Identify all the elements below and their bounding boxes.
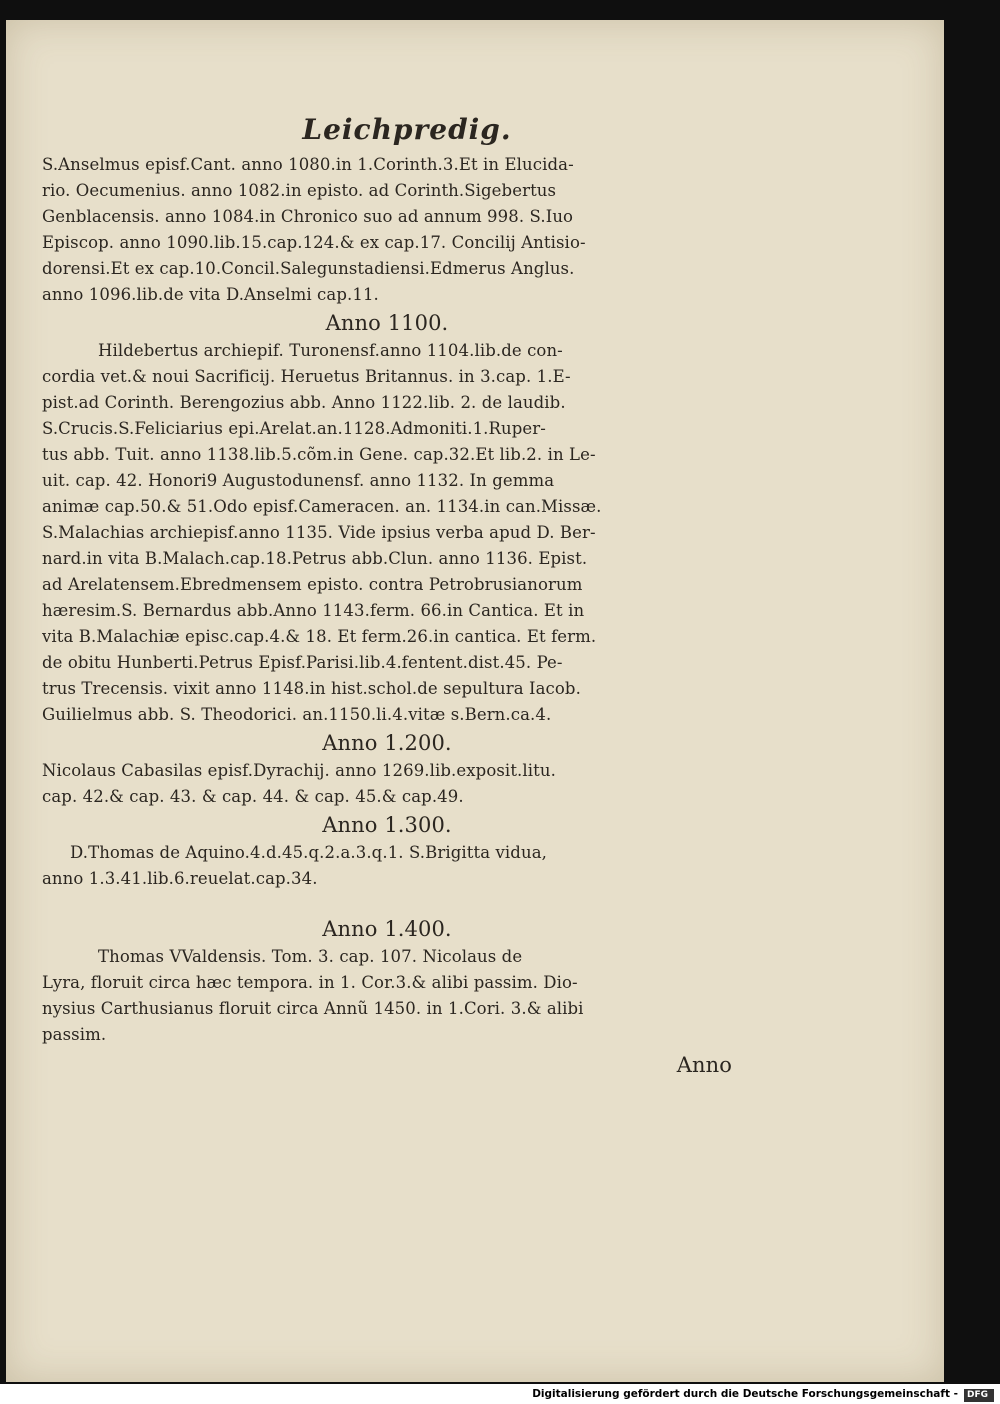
dfg-logo-icon: DFG	[964, 1389, 994, 1402]
text-line: Lyra, floruit circa hæc tempora. in 1. Cor.3.& alibi passim. Dio-	[42, 973, 578, 992]
text-line: Thomas VValdensis. Tom. 3. cap. 107. Nicolaus de	[98, 947, 523, 966]
text-line: Genblacensis. anno 1084.in Chronico suo ad annum 998. S.Iuo	[42, 207, 574, 226]
text-line: hæresim.S. Bernardus abb.Anno 1143.ferm. 66.in Cantica. Et in	[42, 601, 585, 620]
text-line: cap. 42.& cap. 43. & cap. 44. & cap. 45.& cap.49.	[42, 787, 464, 806]
book-page	[6, 20, 944, 1382]
running-head: Leichpredig.	[302, 113, 512, 146]
text-line: de obitu Hunberti.Petrus Episf.Parisi.lib.4.fentent.dist.45. Pe-	[42, 653, 563, 672]
text-line: D.Thomas de Aquino.4.d.45.q.2.a.3.q.1. S.Brigitta vidua,	[70, 843, 547, 862]
text-block-1400	[42, 944, 732, 1048]
text-line: tus abb. Tuit. anno 1138.lib.5.cõm.in Gene. cap.32.Et lib.2. in Le-	[42, 445, 596, 464]
page-text	[42, 110, 732, 1078]
footer-text: Digitalisierung gefördert durch die Deutsche Forschungsgemeinschaft -	[532, 1388, 958, 1400]
text-block-1300	[42, 840, 732, 892]
text-line: uit. cap. 42. Honori9 Augustodunensf. anno 1132. In gemma	[42, 471, 555, 490]
text-line: cordia vet.& noui Sacrificij. Heruetus Britannus. in 3.cap. 1.E-	[42, 367, 571, 386]
text-line: passim.	[42, 1025, 107, 1044]
text-line: Nicolaus Cabasilas episf.Dyrachij. anno 1269.lib.exposit.litu.	[42, 761, 556, 780]
text-line: vita B.Malachiæ episc.cap.4.& 18. Et ferm.26.in cantica. Et ferm.	[42, 627, 597, 646]
text-line: S.Malachias archiepisf.anno 1135. Vide ipsius verba apud D. Ber-	[42, 523, 596, 542]
text-block-1100	[42, 338, 732, 728]
text-line: trus Trecensis. vixit anno 1148.in hist.schol.de sepultura Iacob.	[42, 679, 581, 698]
text-line: Hildebertus archiepif. Turonensf.anno 1104.lib.de con-	[98, 341, 563, 360]
text-line: anno 1.3.41.lib.6.reuelat.cap.34.	[42, 869, 318, 888]
section-heading-1400: Anno 1.400.	[322, 917, 452, 941]
text-line: nard.in vita B.Malach.cap.18.Petrus abb.Clun. anno 1136. Epist.	[42, 549, 588, 568]
digitization-footer	[0, 1384, 1000, 1404]
text-line: S.Anselmus episf.Cant. anno 1080.in 1.Corinth.3.Et in Elucida-	[42, 155, 574, 174]
section-heading-1100: Anno 1100.	[325, 311, 449, 335]
text-line: anno 1096.lib.de vita D.Anselmi cap.11.	[42, 285, 379, 304]
section-heading-1200: Anno 1.200.	[322, 731, 452, 755]
text-line: Episcop. anno 1090.lib.15.cap.124.& ex cap.17. Concilij Antisio-	[42, 233, 586, 252]
text-line: Guilielmus abb. S. Theodorici. an.1150.li.4.vitæ s.Bern.ca.4.	[42, 705, 552, 724]
text-block-1200	[42, 758, 732, 810]
section-heading-1300: Anno 1.300.	[322, 813, 452, 837]
spacer	[42, 892, 732, 914]
text-block-pre-1100	[42, 152, 732, 308]
text-line: ad Arelatensem.Ebredmensem episto. contra Petrobrusianorum	[42, 575, 583, 594]
text-line: rio. Oecumenius. anno 1082.in episto. ad Corinth.Sigebertus	[42, 181, 557, 200]
text-line: dorensi.Et ex cap.10.Concil.Salegunstadiensi.Edmerus Anglus.	[42, 259, 575, 278]
text-line: pist.ad Corinth. Berengozius abb. Anno 1122.lib. 2. de laudib.	[42, 393, 566, 412]
text-line: S.Crucis.S.Feliciarius epi.Arelat.an.1128.Admoniti.1.Ruper-	[42, 419, 546, 438]
catchword: Anno	[676, 1053, 732, 1077]
text-line: nysius Carthusianus floruit circa Annũ 1450. in 1.Cori. 3.& alibi	[42, 999, 584, 1018]
text-line: animæ cap.50.& 51.Odo episf.Cameracen. an. 1134.in can.Missæ.	[42, 497, 602, 516]
